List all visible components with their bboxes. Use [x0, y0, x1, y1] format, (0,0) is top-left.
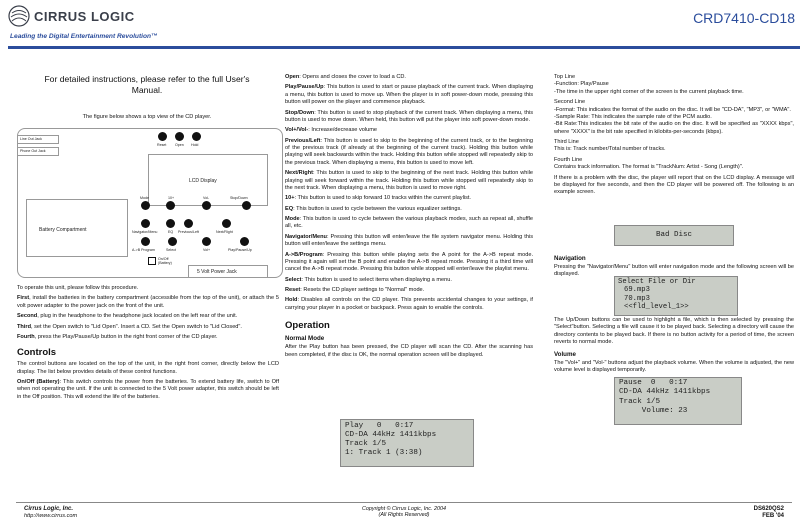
- cd-player-diagram: [17, 128, 283, 278]
- second-line-3: -Bit Rate:This indicates the bit rate of the audio on the disc. It will be specified as "XXXX kbps", where "XXXX" is the bit rate specified in kilobits-per-seconds (kbps).: [554, 121, 794, 135]
- controls-intro: The control buttons are located on the top of the unit, in the right front corner, directly below the LCD display. The list below provides details of these control functions.: [17, 361, 279, 375]
- control-item: Navigator/Menu: Pressing this button will enter/leave the file system navigator menu. Holding this button will enter/leave the settings menu.: [285, 233, 533, 248]
- control-item: Vol+/Vol-: Increase/decrease volume: [285, 127, 377, 134]
- volume-heading: Volume: [554, 350, 576, 358]
- step-first: First, install the batteries in the battery compartment (accessible from the top of the unit), or attach the 5 volt power adapter to the power jack on the front of the unit.: [17, 295, 279, 309]
- reset-button[interactable]: [158, 132, 167, 141]
- hold-button[interactable]: [192, 132, 201, 141]
- select-button[interactable]: [168, 237, 177, 246]
- second-line-2: -Sample Rate: This indicates the sample rate of the PCM audio.: [554, 113, 712, 120]
- bad-disc-lcd: Bad Disc: [614, 225, 734, 246]
- navigation-text: Pressing the "Navigator/Menu" button will enter navigation mode and the following screen will be displayed.: [554, 264, 794, 278]
- control-item: Open: Opens and closes the cover to load a CD.: [285, 74, 406, 80]
- footer-copyright: Copyright © Cirrus Logic, Inc. 2004 (All Rights Reserved): [362, 506, 446, 519]
- fourth-line-heading: Fourth Line: [554, 156, 583, 163]
- line-out-jack: Line Out Jack: [18, 135, 59, 144]
- controls-heading: Controls: [17, 347, 57, 359]
- control-item: EQ: This button is used to cycle between the various equalizer settings.: [285, 205, 462, 212]
- stopdown-label: Stop/Down: [230, 196, 248, 200]
- figure-caption: The figure below shows a top view of the CD player.: [82, 114, 212, 121]
- footer-doc: DS620QS2 FEB '04: [753, 506, 784, 520]
- volume-lcd-screen: Pause 0 0:17 CD-DA 44kHz 1411kbps Track 1/5 Volume: 23: [614, 377, 742, 425]
- eq-button[interactable]: [166, 219, 175, 228]
- mode-label: Mode: [140, 196, 149, 200]
- next-right-button[interactable]: [222, 219, 231, 228]
- hold-label: Hold: [191, 143, 199, 147]
- ab-program-label: A->B Program: [132, 248, 155, 252]
- top-line-2: -The time in the upper right corner of the screen is the current playback time.: [554, 88, 744, 95]
- third-line-heading: Third Line: [554, 139, 579, 145]
- power-jack: 5 Volt Power Jack: [188, 265, 268, 277]
- controls-list: [285, 74, 533, 312]
- navigation-heading: Navigation: [554, 255, 586, 262]
- play-pause-button[interactable]: [240, 237, 249, 246]
- column-3-vol: [554, 317, 794, 377]
- column-3: [554, 74, 794, 200]
- reset-label: Reset: [157, 143, 167, 147]
- tenplus-button[interactable]: [166, 201, 175, 210]
- bad-disc-text: If there is a problem with the disc, the player will report that on the LCD display. A message will be displayed for five seconds, and then the CD player will be powered off. The following is an example screen.: [554, 174, 794, 196]
- select-label: Select: [166, 248, 176, 252]
- footer-company: Cirrus Logic, Inc.: [24, 506, 74, 512]
- stop-down-button[interactable]: [242, 201, 251, 210]
- battery-compartment: Battery Compartment: [26, 199, 128, 257]
- second-line-heading: Second Line: [554, 99, 586, 106]
- control-item: A->B/Program: Pressing this button while playing sets the A point for the A->B repeat mode. Pressing it again will set the B point and enable the A->B repeat mode. Pressing it a third time will cancel the A->B repeat mode. Pressing this button while stopped will enter/leave the playlist menu.: [285, 251, 533, 273]
- step-third: Third, set the Open switch to "Lid Open". Insert a CD. Set the Open switch to "Lid Closed".: [17, 323, 242, 330]
- nav-menu-button[interactable]: [141, 219, 150, 228]
- vol-up-button[interactable]: [202, 237, 211, 246]
- normal-mode-heading: Normal Mode: [285, 335, 325, 343]
- nav-lcd-screen: Select File or Dir 69.mp3 70.mp3 <<fld_level_1>>: [614, 276, 738, 316]
- control-item: 10+: This button is used to skip forward 10 tracks within the current playlist.: [285, 195, 471, 202]
- control-item: Stop/Down: This button is used to stop playback of the current track. When displaying a menu, this button is used to move down. When held, this button will put the player into soft power-down mode.: [285, 109, 533, 123]
- vol-up-label: Vol+: [203, 248, 211, 252]
- normal-lcd-screen: Play 0 0:17 CD-DA 44kHz 1411kbps Track 1/5 1: Track 1 (3:38): [340, 419, 474, 467]
- control-item: Play/Pause/Up: This button is used to start or pause playback of the current track. When displaying a menu, this button is used to move up. When the player is in soft power-down mode, pressing this button will power on the player and commence playback.: [285, 84, 533, 106]
- prev-left-label: Previous/Left: [178, 230, 199, 234]
- footer-url[interactable]: http://www.cirrus.com: [24, 513, 78, 519]
- vol-down-button[interactable]: [202, 201, 211, 210]
- open-label: Open: [175, 143, 184, 147]
- eq-label: EQ: [168, 230, 174, 234]
- step-fourth: Fourth, press the Play/Pause/Up button in the right front corner of the CD player.: [17, 333, 218, 340]
- ab-program-button[interactable]: [141, 237, 150, 246]
- voldown-label: Vol-: [203, 196, 210, 200]
- operation-heading: Operation: [285, 320, 330, 332]
- volume-text: The "Vol+" and "Vol-" buttons adjust the playback volume. When the volume is adjusted, the new volume level is displayed temporarily.: [554, 359, 794, 373]
- on-off-label: On/Off (Battery): [158, 257, 172, 266]
- open-button[interactable]: [175, 132, 184, 141]
- next-right-label: Next/Right: [216, 230, 233, 234]
- prev-left-button[interactable]: [184, 219, 193, 228]
- footer-rule: [16, 502, 792, 503]
- tenplus-label: 10+: [168, 196, 175, 200]
- third-line-text: This is: Track number/Total number of tracks.: [554, 146, 666, 153]
- tagline: Leading the Digital Entertainment Revolution™: [10, 33, 158, 40]
- intro-text: For detailed instructions, please refer to the full User's Manual.: [44, 74, 250, 96]
- control-item: Hold: Disables all controls on the CD player. This prevents accidental changes to your settings, if carrying your player in a pocket or backpack. Press again to enable the controls.: [285, 297, 533, 311]
- control-item: Mode: This button is used to cycle between the various playback modes, such as repeat all, shuffle all, etc.: [285, 216, 533, 230]
- normal-mode-text: After the Play button has been pressed, the CD player will scan the CD. After the scanning has been completed, if the disc is OK, the normal operation screen will be displayed.: [285, 344, 533, 358]
- on-off-desc: On/Off (Battery): This switch controls the power from the batteries. To extend battery life, switch to Off when not operating the unit. If the unit is connected to the 5 Volt power adapter, this switch should be left in the Off position. This will extend the life of the batteries.: [17, 379, 280, 400]
- navigation-text-2: The Up/Down buttons can be used to highlight a file, which is then selected by pressing the "Select"button. Selecting a file will cause it to be played back. Selecting a directory will cause the directory contents to be played back. If there is no button activity for a period of time, the screen reverts to normal mode.: [554, 317, 794, 346]
- step-second: Second, plug in the headphone to the headphone jack located on the left rear of the unit.: [17, 313, 238, 320]
- operate-text: To operate this unit, please follow this procedure.: [17, 285, 139, 291]
- header-rule: [8, 46, 800, 49]
- top-line-heading: Top Line: [554, 74, 576, 80]
- control-item: Next/Right: This button is used to skip to the beginning of the next track. Holding this button while playing will seek forward within the track. Holding this button while stopped will repeatedly skip to the next track. When displaying a menu, this button is used to move right.: [285, 170, 533, 191]
- fourth-line-text: Contains track information. The format is "TrackNum: Artist - Song (Length)".: [554, 164, 744, 171]
- phone-out-jack: Phone Out Jack: [18, 147, 59, 156]
- logo-text: CIRRUS LOGIC: [34, 9, 135, 24]
- column-2: [285, 74, 533, 362]
- mode-button[interactable]: [141, 201, 150, 210]
- cirrus-logo: [8, 3, 148, 33]
- control-item: Select: This button is used to select items when displaying a menu.: [285, 276, 452, 283]
- on-off-switch[interactable]: [148, 257, 156, 265]
- second-line-1: -Format: This indicates the format of the audio on the disc. It will be "CD-DA", "MP3", or "WMA".: [554, 106, 791, 113]
- column-1-text: [17, 285, 279, 404]
- control-item: Previous/Left: This button is used to skip to the beginning of the current track, or to the beginning of the previous track (if already at the beginning of the current track). Holding this button while playing will seek backwards within the track. Holding this button while stopped will repeatedly skip to the previous track. When displaying a menu, this button is used to move left.: [285, 137, 533, 166]
- top-line-1: -Function: Play/Pause: [554, 81, 609, 88]
- logo-mark-icon: [8, 5, 30, 27]
- play-pause-label: Play/Pause/Up: [228, 248, 252, 252]
- control-item: Reset: Resets the CD player settings to "Normal" mode.: [285, 287, 425, 293]
- nav-menu-label: Navigator/Menu: [132, 230, 158, 234]
- column-1: [17, 74, 277, 120]
- lcd-display: LCD Display: [148, 154, 268, 206]
- product-number: CRD7410-CD18: [693, 10, 795, 26]
